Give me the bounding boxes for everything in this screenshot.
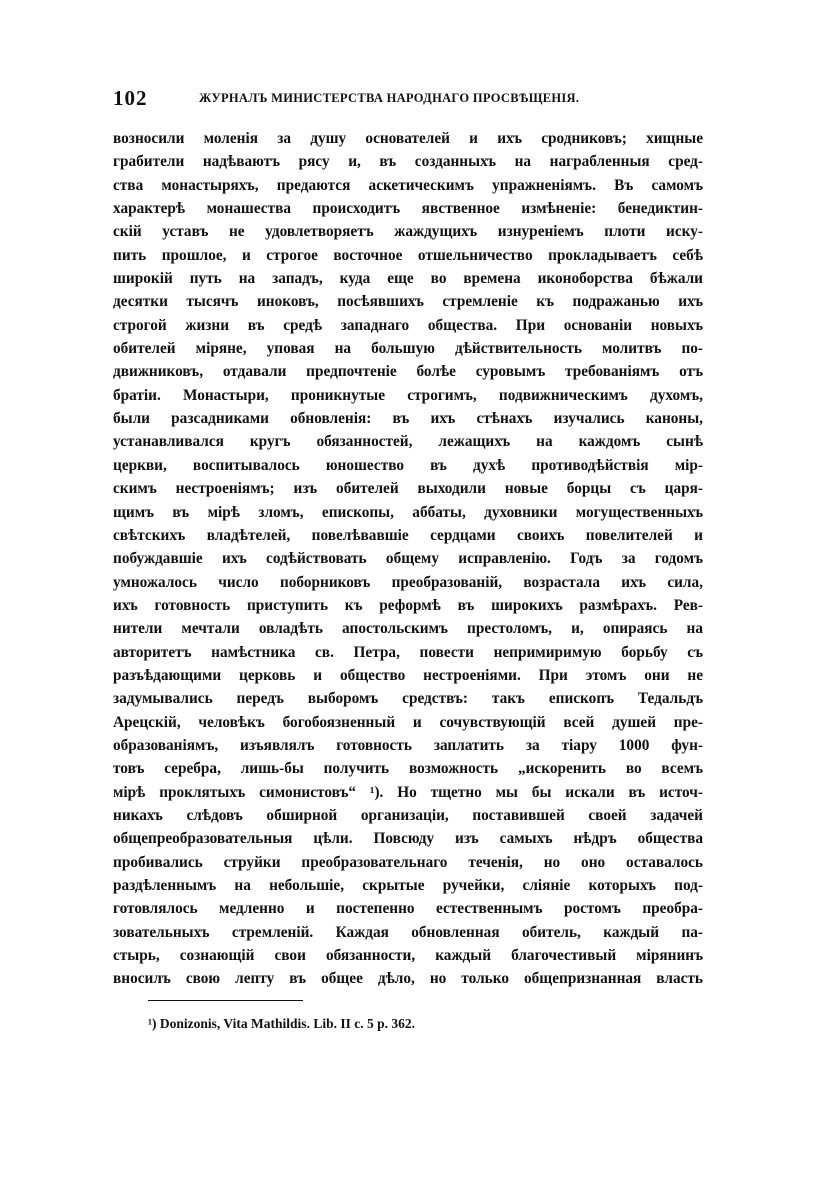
text-line: нители мечтали овладѣть апостольскимъ престоломъ, и, опираясь на (113, 620, 703, 638)
text-line: зовательныхъ стремленій. Каждая обновленная обитель, каждый па- (113, 923, 703, 941)
text-line: побуждавшіе ихъ содѣйствовать общему исправленію. Годъ за годомъ (113, 550, 703, 568)
text-line: разъѣдающими церковь и общество нестроеніями. При этомъ они не (113, 666, 703, 684)
text-line: движниковъ, отдавали предпочтеніе болѣе суровымъ требованіямъ отъ (113, 363, 703, 381)
text-line: широкій путь на западъ, куда еще во времена иконоборства бѣжали (113, 270, 703, 288)
text-line: пробивались струйки преобразовательнаго теченія, но оно оставалось (113, 853, 703, 871)
text-line: обителей міряне, уповая на большую дѣйствительность молитвъ по- (113, 340, 703, 358)
text-line: раздѣленнымъ на небольшіе, скрытые ручейки, сліяніе которыхъ под- (113, 877, 703, 894)
text-line: свѣтскихъ владѣтелей, повелѣвавшіе сердцами своихъ повелителей и (113, 526, 703, 544)
text-line: пить прошлое, и строгое восточное отшельничество прокладываетъ себѣ (113, 246, 703, 264)
text-line: десятки тысячъ иноковъ, посѣявшихъ стремленіе къ подражанью ихъ (113, 293, 703, 311)
footnote: ¹) Donizonis, Vita Mathildis. Lib. II c. 5 p. 362. (148, 1016, 415, 1031)
text-line: никахъ слѣдовъ обширной организаціи, поставившей своей задачей (113, 806, 703, 824)
text-line: церкви, воспитывалось юношество въ духѣ противодѣйствія мір- (113, 456, 703, 474)
text-line: скимъ нестроеніямъ; изъ обителей выходили новые борцы съ царя- (113, 480, 703, 498)
text-line: ства монастыряхъ, предаются аскетическимъ упражненіямъ. Въ самомъ (113, 176, 703, 194)
running-head: ЖУРНАЛЪ МИНИСТЕРСТВА НАРОДНАГО ПРОСВѢЩЕНІЯ. (199, 91, 580, 105)
text-line: готовлялось медленно и постепенно естественнымъ ростомъ преобра- (113, 900, 703, 918)
text-line: Арецскій, человѣкъ богобоязненный и сочувствующій всей душей пре- (113, 713, 703, 731)
text-line: общепреобразовательныя цѣли. Повсюду изъ самыхъ нѣдръ общества (113, 830, 703, 848)
text-line: были разсадниками обновленія: въ ихъ стѣнахъ изучались каноны, (113, 410, 703, 428)
page-header (113, 86, 703, 116)
text-line: задумывались передъ выборомъ средствъ: такъ епископъ Тедальдъ (113, 690, 703, 708)
text-line: мірѣ проклятыхъ симонистовъ“ ¹). Но тщетно мы бы искали въ источ- (113, 783, 703, 801)
text-line: устанавливался кругъ обязанностей, лежащихъ на каждомъ сынѣ (113, 433, 703, 451)
text-line: характерѣ монашества происходитъ явственное измѣненіе: бенедиктин- (113, 200, 703, 218)
footnote-divider (148, 1000, 303, 1001)
text-line: умножалось число поборниковъ преобразованій, возрастала ихъ сила, (113, 573, 703, 591)
text-line: товъ серебра, лишь-бы получить возможность „искоренить во всемъ (113, 760, 703, 778)
text-line: щимъ въ мірѣ зломъ, епископы, аббаты, духовники могущественныхъ (113, 503, 703, 521)
text-line: ихъ готовность приступить къ реформѣ въ широкихъ размѣрахъ. Рев- (113, 596, 703, 614)
text-line: скій уставъ не удовлетворяетъ жаждущихъ изнуреніемъ плоти иску- (113, 223, 703, 241)
text-line: стырь, сознающій свои обязанности, каждый благочестивый мірянинъ (113, 947, 703, 965)
text-line: братіи. Монастыри, проникнутые строгимъ, подвижническимъ духомъ, (113, 386, 703, 404)
text-line: грабители надѣваютъ рясу и, въ созданныхъ на награбленныя сред- (113, 153, 703, 171)
page-number: 102 (113, 86, 148, 110)
text-line: строгой жизни въ средѣ западнаго общества. При основаніи новыхъ (113, 316, 703, 334)
body-text (113, 127, 703, 991)
text-line: образованіямъ, изъявлялъ готовность заплатить за тіару 1000 фун- (113, 736, 703, 754)
text-line: вносилъ свою лепту въ общее дѣло, но только общепризнанная власть (113, 970, 703, 988)
text-line: авторитетъ намѣстника св. Петра, повести непримиримую борьбу съ (113, 643, 703, 661)
text-line: возносили моленія за душу основателей и ихъ сродниковъ; хищные (113, 130, 703, 147)
